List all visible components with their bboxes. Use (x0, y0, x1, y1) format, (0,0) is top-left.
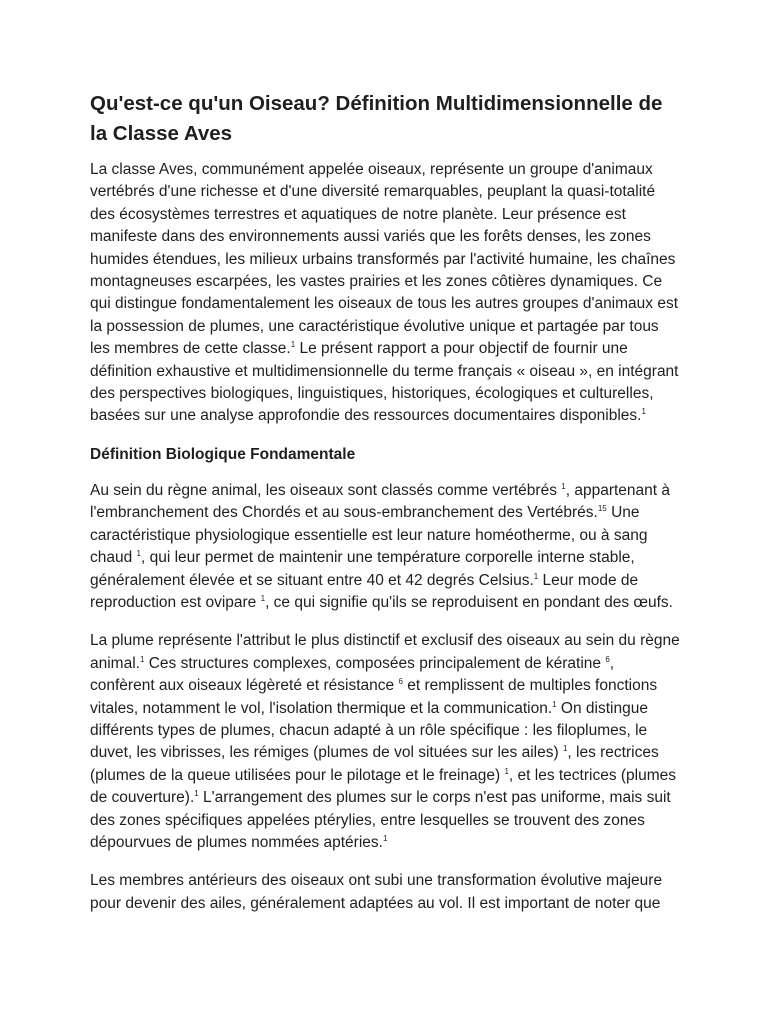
citation-ref: 15 (597, 504, 607, 514)
text-run: Leur mode de reproduction est ovipare (90, 571, 639, 611)
paragraph-feathers (90, 630, 682, 854)
paragraph-vertebrates (90, 480, 682, 614)
document-title: Qu'est-ce qu'un Oiseau? Définition Multidimensionnelle de la Classe Aves (90, 92, 663, 145)
text-run: Les membres antérieurs des oiseaux ont subi une transformation évolutive majeure pour devenir des ailes, généralement adaptées au vol. Il est important de noter que (90, 872, 663, 912)
section-heading: Définition Biologique Fondamentale (90, 445, 356, 463)
citation-ref: 1 (562, 744, 568, 754)
citation-ref: 1 (561, 481, 566, 491)
text-run: La plume représente l'attribut le plus distinctif et exclusif des oiseaux au sein du règne animal. (90, 632, 680, 672)
intro-paragraph (90, 159, 682, 428)
text-run: Au sein du règne animal, les oiseaux sont classés comme vertébrés (90, 481, 562, 499)
text-run: La classe Aves, communément appelée oiseaux, représente un groupe d'animaux vertébrés d'une richesse et d'une diversité remarquables, peuplant la quasi-totalité des écosystèmes terrestres et aquatiques de notre planète. Leur présence est manifeste dans des environnements aussi variés que les forêts denses, les zones humides étendues, les milieux urbains transformés par l'activité humaine, les chaînes montagneuses escarpées, les vastes prairies et les zones côtières dynamiques. Ce qui distingue fondamentalement les oiseaux de tous les autres groupes d'animaux est la possession de plumes, une caractéristique évolutive unique et partagée par tous les membres de cette classe. (90, 161, 679, 358)
text-run: , et les tectrices (plumes de couverture). (90, 766, 677, 807)
text-run: , ce qui signifie qu'ils se reproduisent en pondant des œufs. (265, 593, 673, 611)
paragraph-wings (90, 870, 682, 915)
text-run: Le présent rapport a pour objectif de fournir une définition exhaustive et multidimensionnelle du terme français « oiseau », en intégrant des perspectives biologiques, linguistiques, historiques, écologiques et culturelles, basées sur une analyse approfondie des ressources documentaires disponibles. (90, 340, 679, 425)
text-run: et remplissent de multiples fonctions vitales, notamment le vol, l'isolation thermique et la communication. (90, 677, 658, 717)
text-run: L'arrangement des plumes sur le corps n'est pas uniforme, mais suit des zones spécifiques appelées ptérylies, entre lesquelles se trouvent des zones dépourvues de plumes nommées aptéries. (90, 789, 671, 851)
text-run: , confèrent aux oiseaux légèreté et résistance (90, 654, 615, 695)
citation-ref: 1 (504, 766, 509, 776)
text-run: Une caractéristique physiologique essentielle est leur nature homéotherme, ou à sang chaud (90, 504, 648, 567)
citation-ref: 1 (139, 654, 145, 664)
citation-ref: 1 (290, 340, 296, 350)
text-run: , qui leur permet de maintenir une température corporelle interne stable, généralement élevée et se situant entre 40 et 42 degrés Celsius. (90, 549, 635, 589)
citation-ref: 1 (552, 699, 557, 709)
citation-ref: 1 (382, 833, 388, 843)
citation-ref: 1 (260, 593, 266, 603)
citation-ref: 6 (398, 676, 403, 686)
citation-ref: 1 (194, 789, 199, 798)
text-run: On distingue différents types de plumes, chacun adapté à un rôle spécifique : les filoplumes, le duvet, les vibrisses, les rémiges (plumes de vol situées sur les ailes) (90, 699, 648, 762)
citation-ref: 1 (641, 407, 646, 417)
citation-ref: 6 (605, 654, 610, 664)
citation-ref: 1 (136, 548, 141, 558)
text-run: , les rectrices (plumes de la queue utilisées pour le pilotage et le freinage) (90, 744, 659, 784)
citation-ref: 1 (533, 571, 539, 581)
text-run: Ces structures complexes, composées principalement de kératine (144, 654, 606, 672)
text-run: , appartenant à l'embranchement des Chordés et au sous-embranchement des Vertébrés. (90, 481, 670, 522)
